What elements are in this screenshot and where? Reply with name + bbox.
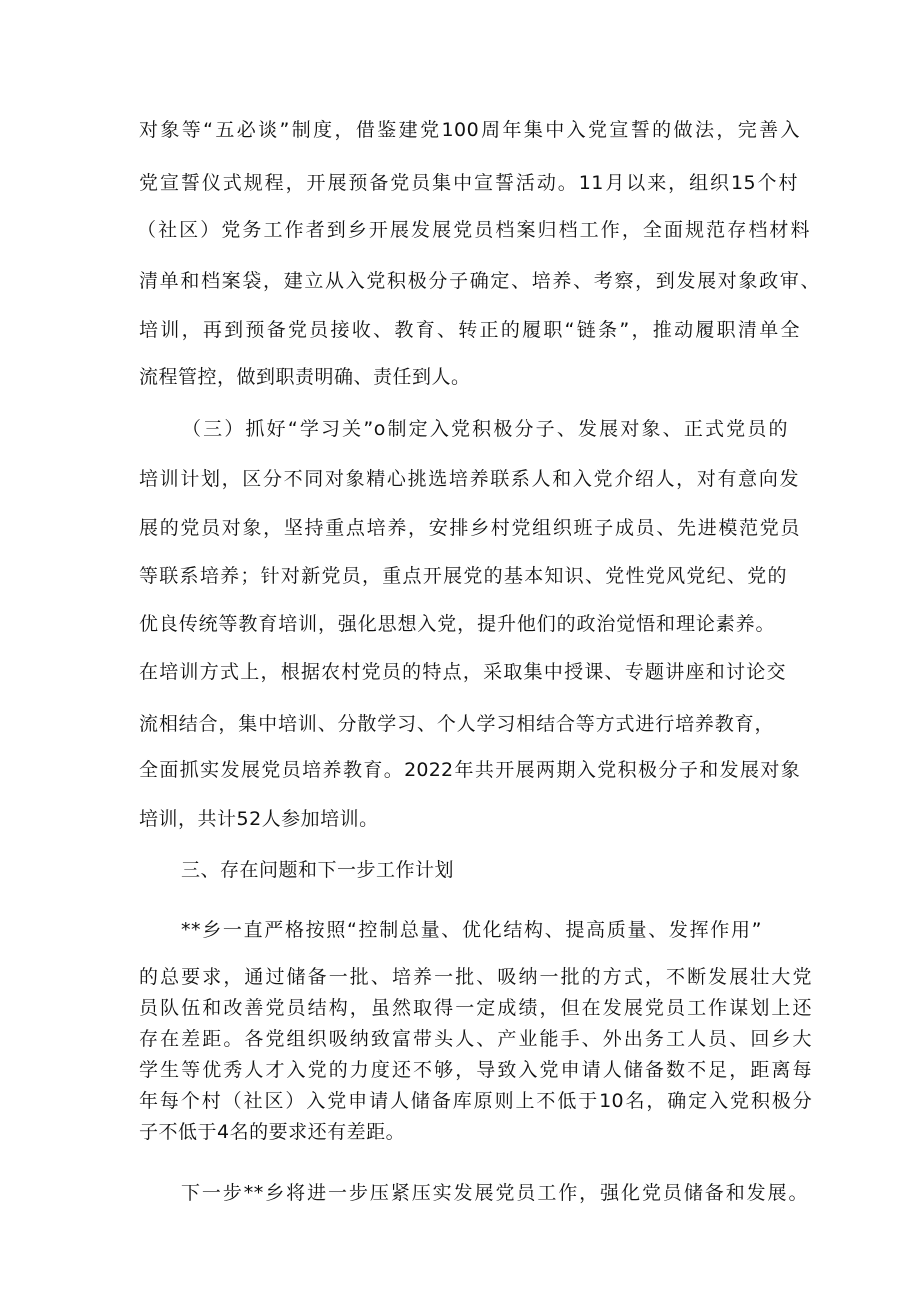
paragraph-3-line-2: 的总要求，通过储备一批、培养一批、吸纳一批的方式，不断发展壮大党 — [139, 966, 812, 988]
paragraph-2-line-6: 在培训方式上，根据农村党员的特点，采取集中授课、专题讲座和讨论交 — [139, 661, 786, 683]
section-heading: 三、存在问题和下一步工作计划 — [181, 859, 455, 881]
paragraph-2-line-5: 优良传统等教育培训，强化思想入党，提升他们的政治觉悟和理论素养。 — [139, 613, 775, 635]
paragraph-3-line-1: **乡一直严格按照“控制总量、优化结构、提高质量、发挥作用” — [181, 919, 762, 941]
paragraph-1-line-6: 流程管控，做到职责明确、责任到人。 — [139, 366, 471, 388]
paragraph-3-line-6: 年每个村（社区）入党申请人储备库原则上不低于10名，确定入党积极分 — [139, 1090, 812, 1112]
paragraph-2-line-2: 培训计划，区分不同对象精心挑选培养联系人和入党介绍人，对有意向发 — [139, 468, 799, 490]
paragraph-1-line-5: 培训，再到预备党员接收、教育、转正的履职“链条”，推动履职清单全 — [139, 319, 800, 341]
paragraph-2-line-9: 培训，共计52人参加培训。 — [139, 808, 379, 830]
paragraph-2-line-8: 全面抓实发展党员培养教育。2022年共开展两期入党积极分子和发展对象 — [139, 759, 800, 781]
paragraph-3-line-3: 员队伍和改善党员结构，虽然取得一定成绩，但在发展党员工作谋划上还 — [139, 997, 812, 1019]
paragraph-1-line-3: （社区）党务工作者到乡开展发展党员档案归档工作，全面规范存档材料 — [137, 219, 810, 241]
paragraph-2-line-3: 展的党员对象，坚持重点培养，安排乡村党组织班子成员、先进模范党员 — [139, 517, 800, 539]
paragraph-3-line-4: 存在差距。各党组织吸纳致富带头人、产业能手、外出务工人员、回乡大 — [139, 1028, 812, 1050]
paragraph-1-line-4: 清单和档案袋，建立从入党积极分子确定、培养、考察，到发展对象政审、 — [139, 270, 820, 292]
paragraph-4-line-1: 下一步**乡将进一步压紧压实发展党员工作，强化党员储备和发展。 — [181, 1182, 808, 1204]
paragraph-3-line-5: 学生等优秀人才入党的力度还不够，导致入党申请人储备数不足，距离每 — [139, 1059, 812, 1081]
paragraph-1-line-1: 对象等“五必谈”制度，借鉴建党100周年集中入党宣誓的做法，完善入 — [139, 119, 800, 141]
paragraph-2-line-7: 流相结合，集中培训、分散学习、个人学习相结合等方式进行培养教育， — [139, 713, 774, 735]
paragraph-2-line-1: （三）抓好“学习关”o制定入党积极分子、发展对象、正式党员的 — [182, 418, 788, 440]
paragraph-1-line-2: 党宣誓仪式规程，开展预备党员集中宣誓活动。11月以来，组织15个村 — [139, 172, 798, 194]
paragraph-2-line-4: 等联系培养；针对新党员，重点开展党的基本知识、党性党风党纪、党的 — [139, 565, 787, 587]
paragraph-3-line-7: 子不低于4名的要求还有差距。 — [139, 1121, 406, 1143]
